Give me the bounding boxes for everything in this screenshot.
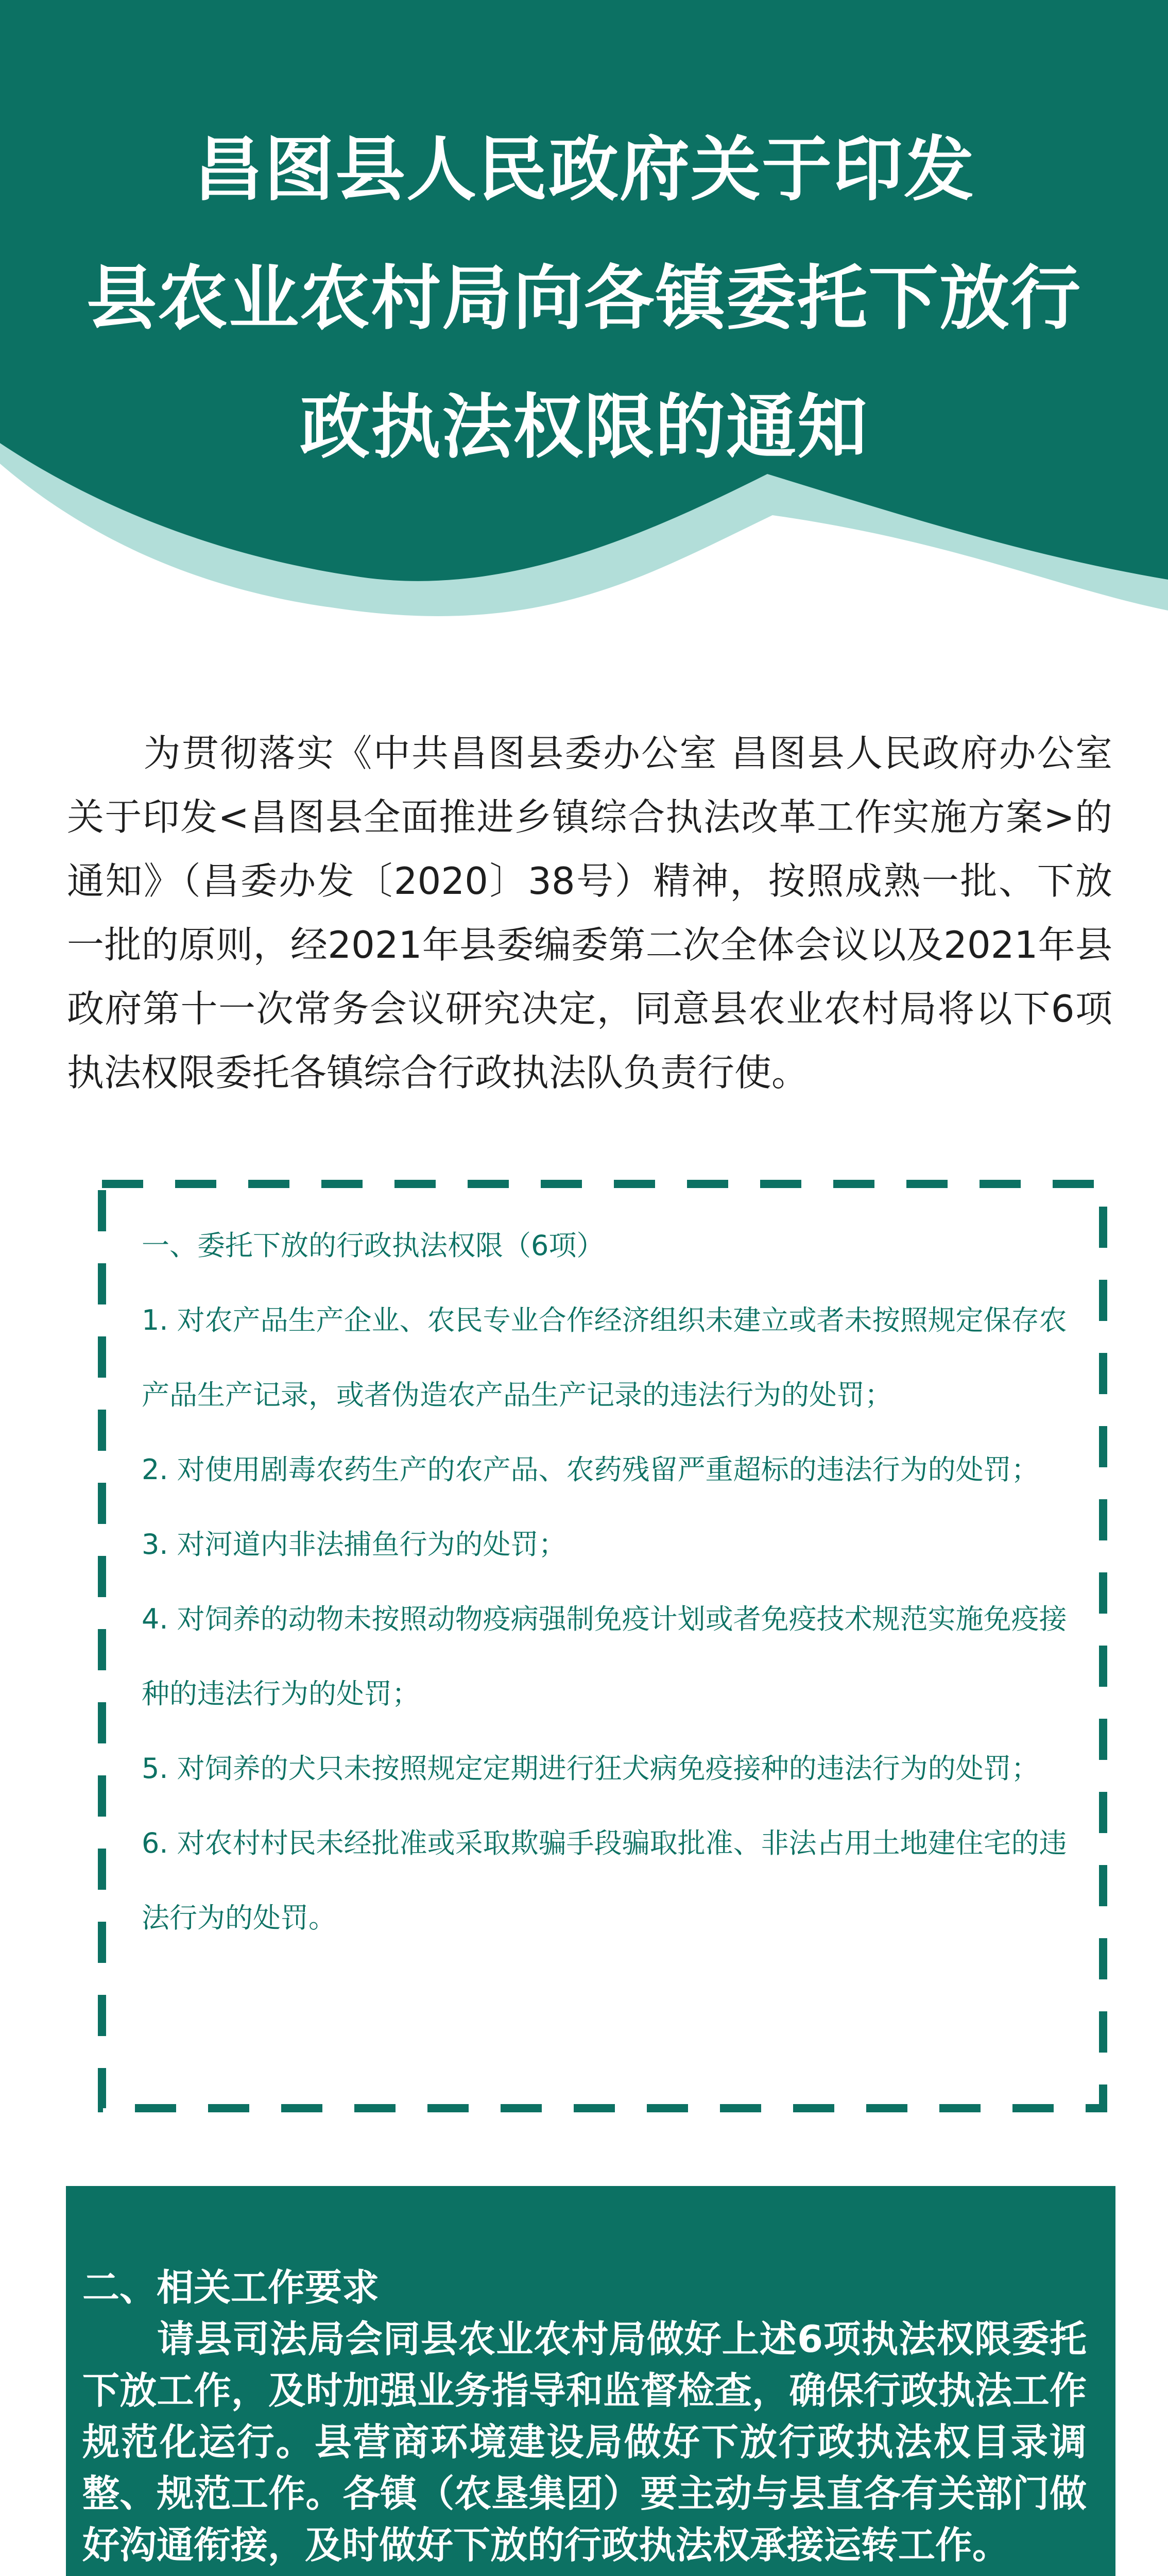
- section2-heading: 二、相关工作要求: [82, 2266, 380, 2309]
- section2-text: 请县司法局会同县农业农村局做好上述6项执法权限委托下放工作，及时加强业务指导和监督检查，确保行政执法工作规范化运行。县营商环境建设局做好下放行政执法权目录调整、规范工作。各镇（农垦集团）要主动与县直各有关部门做好沟通衔接，及时做好下放的行政执法权承接运转工作。: [82, 2317, 1087, 2567]
- list-item: 4. 对饲养的动物未按照动物疫病强制免疫计划或者免疫技术规范实施免疫接种的违法行为的处罚；: [142, 1603, 1067, 1710]
- list-item: 5. 对饲养的犬只未按照规定定期进行狂犬病免疫接种的违法行为的处罚；: [142, 1752, 1039, 1785]
- list-item: 2. 对使用剧毒农药生产的农产品、农药残留严重超标的违法行为的处罚；: [142, 1453, 1039, 1486]
- title-line-1: 昌图县人民政府关于印发: [193, 129, 975, 211]
- intro-paragraph: 为贯彻落实《中共昌图县委办公室 昌图县人民政府办公室关于印发<昌图县全面推进乡镇综合执法改革工作实施方案>的通知》（昌委办发〔2020〕38号）精神，按照成熟一批、下放一批的原则，经2021年县委编委第二次全体会议以及2021年县政府第十一次常务会议研究决定，同意县农业农村局将以下6项执法权限委托各镇综合行政执法队负责行使。: [67, 732, 1112, 1094]
- page-title: [0, 106, 1168, 492]
- list-item: 1. 对农产品生产企业、农民专业合作经济组织未建立或者未按照规定保存农产品生产记录，或者伪造农产品生产记录的违法行为的处罚；: [142, 1304, 1067, 1411]
- list-item: 6. 对农村村民未经批准或采取欺骗手段骗取批准、非法占用土地建住宅的违法行为的处罚。: [142, 1827, 1067, 1934]
- section1-heading: 一、委托下放的行政执法权限（6项）: [142, 1229, 605, 1262]
- list-item: 3. 对河道内非法捕鱼行为的处罚；: [142, 1528, 566, 1561]
- title-line-2: 县农业农村局向各镇委托下放行: [87, 258, 1081, 340]
- header-banner: [0, 0, 1168, 639]
- title-line-3: 政执法权限的通知: [300, 387, 868, 468]
- delegated-powers-list: [142, 1208, 1069, 1955]
